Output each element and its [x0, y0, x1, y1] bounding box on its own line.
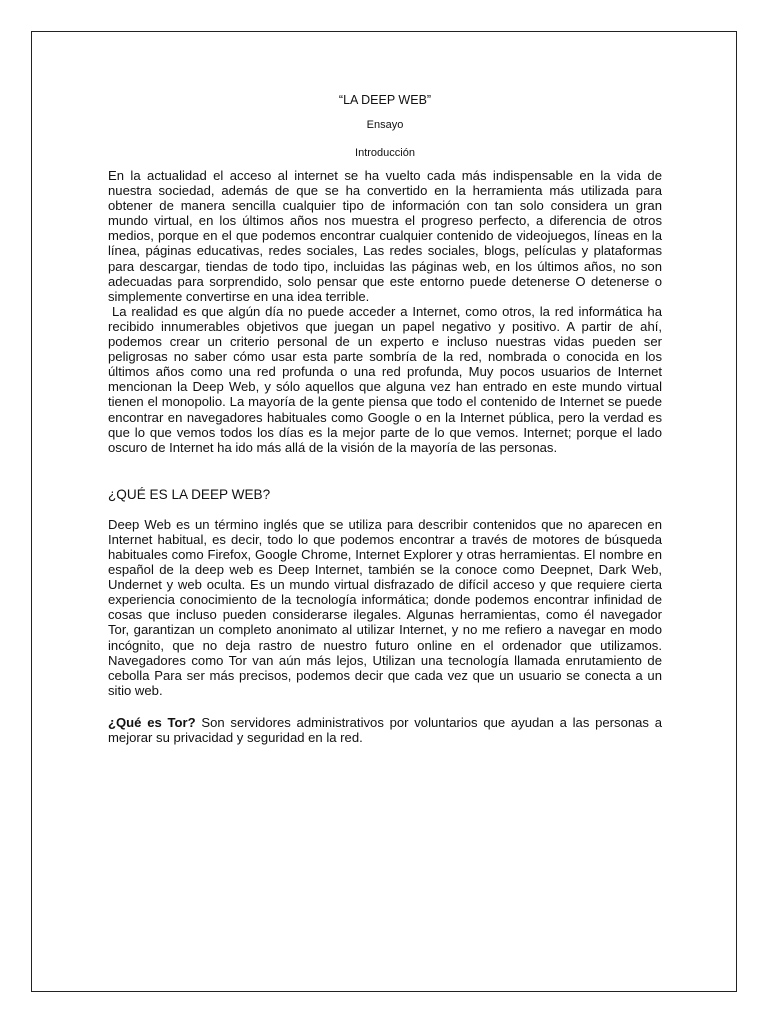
paragraph-reality: La realidad es que algún día no puede acceder a Internet, como otros, la red informática ha recibido innumerables objetivos que juegan un papel negativo y positivo. A partir de ahí, podemos crear un criterio personal de un experto e incluso nuestras vidas pueden ser peligrosas no saber cómo usar esta parte sombría de la red, nombrada o conocida en los últimos años como una red profunda o una red profunda, Muy pocos usuarios de Internet mencionan la Deep Web, y sólo aquellos que alguna vez han entrado en este mundo virtual tienen el monopolio. La mayoría de la gente piensa que todo el contenido de Internet se puede encontrar en navegadores habituales como Google o en la Internet pública, pero la verdad es que lo que vemos todos los días es la mejor parte de lo que vemos. Internet; porque el lado oscuro de Internet ha ido más allá de la visión de la mayoría de las personas.	[108, 303, 662, 455]
tor-label: ¿Qué es Tor?	[108, 714, 196, 730]
document-subtitle: Ensayo	[366, 119, 404, 131]
paragraph-deep-web: Deep Web es un término inglés que se utiliza para describir contenidos que no aparecen en Internet habitual, es decir, todo lo que podemos encontrar a través de motores de búsqueda habituales como Firefox, Google Chrome, Internet Explorer y otras herramientas. El nombre en español de la deep web es Deep Internet, también se la conoce como Deepnet, Dark Web, Undernet y web oculta. Es un mundo virtual disfrazado de difícil acceso y que requiere cierta experiencia conocimiento de la tecnología informática; donde podemos encontrar infinidad de cosas que incluso pueden considerarse ilegales. Algunas herramientas, como él navegador Tor, garantizan un completo anonimato al utilizar Internet, y no me refiero a navegar en modo incógnito, que no deja rastro de nuestro futuro online en el ordenador que utilizamos. Navegadores como Tor van aún más lejos, Utilizan una tecnología llamada enrutamiento de cebolla Para ser más precisos, podemos decir que cada vez que un usuario se conecta a un sitio web.	[108, 516, 662, 698]
section-heading-deep-web: ¿QUÉ ES LA DEEP WEB?	[108, 486, 271, 502]
paragraph-tor	[108, 715, 662, 745]
tor-text: Son servidores administrativos por voluntarios que ayudan a las personas a mejorar su privacidad y seguridad en la red.	[108, 714, 662, 745]
document-title: “LA DEEP WEB”	[338, 93, 432, 107]
document-page	[31, 31, 737, 992]
introduction-heading: Introducción	[355, 147, 415, 159]
document-content	[108, 92, 662, 745]
paragraph-introduction: En la actualidad el acceso al internet se ha vuelto cada más indispensable en la vida de nuestra sociedad, además de que se ha convertido en la herramienta más utilizada para obtener de manera sencilla cualquier tipo de información con tan solo considera un gran mundo virtual, en los últimos años nos muestra el progreso perfecto, a diferencia de otros medios, porque en el que podemos encontrar cualquier contenido de videojuegos, líneas en la línea, páginas educativas, redes sociales, Las redes sociales, blogs, películas y plataformas para descargar, tiendas de todo tipo, incluidas las páginas web, en los últimos años, no son adecuadas para sorprendido, solo pensar que este entorno puede detenerse O detenerse o simplemente convertirse en una idea terrible.	[108, 168, 662, 304]
